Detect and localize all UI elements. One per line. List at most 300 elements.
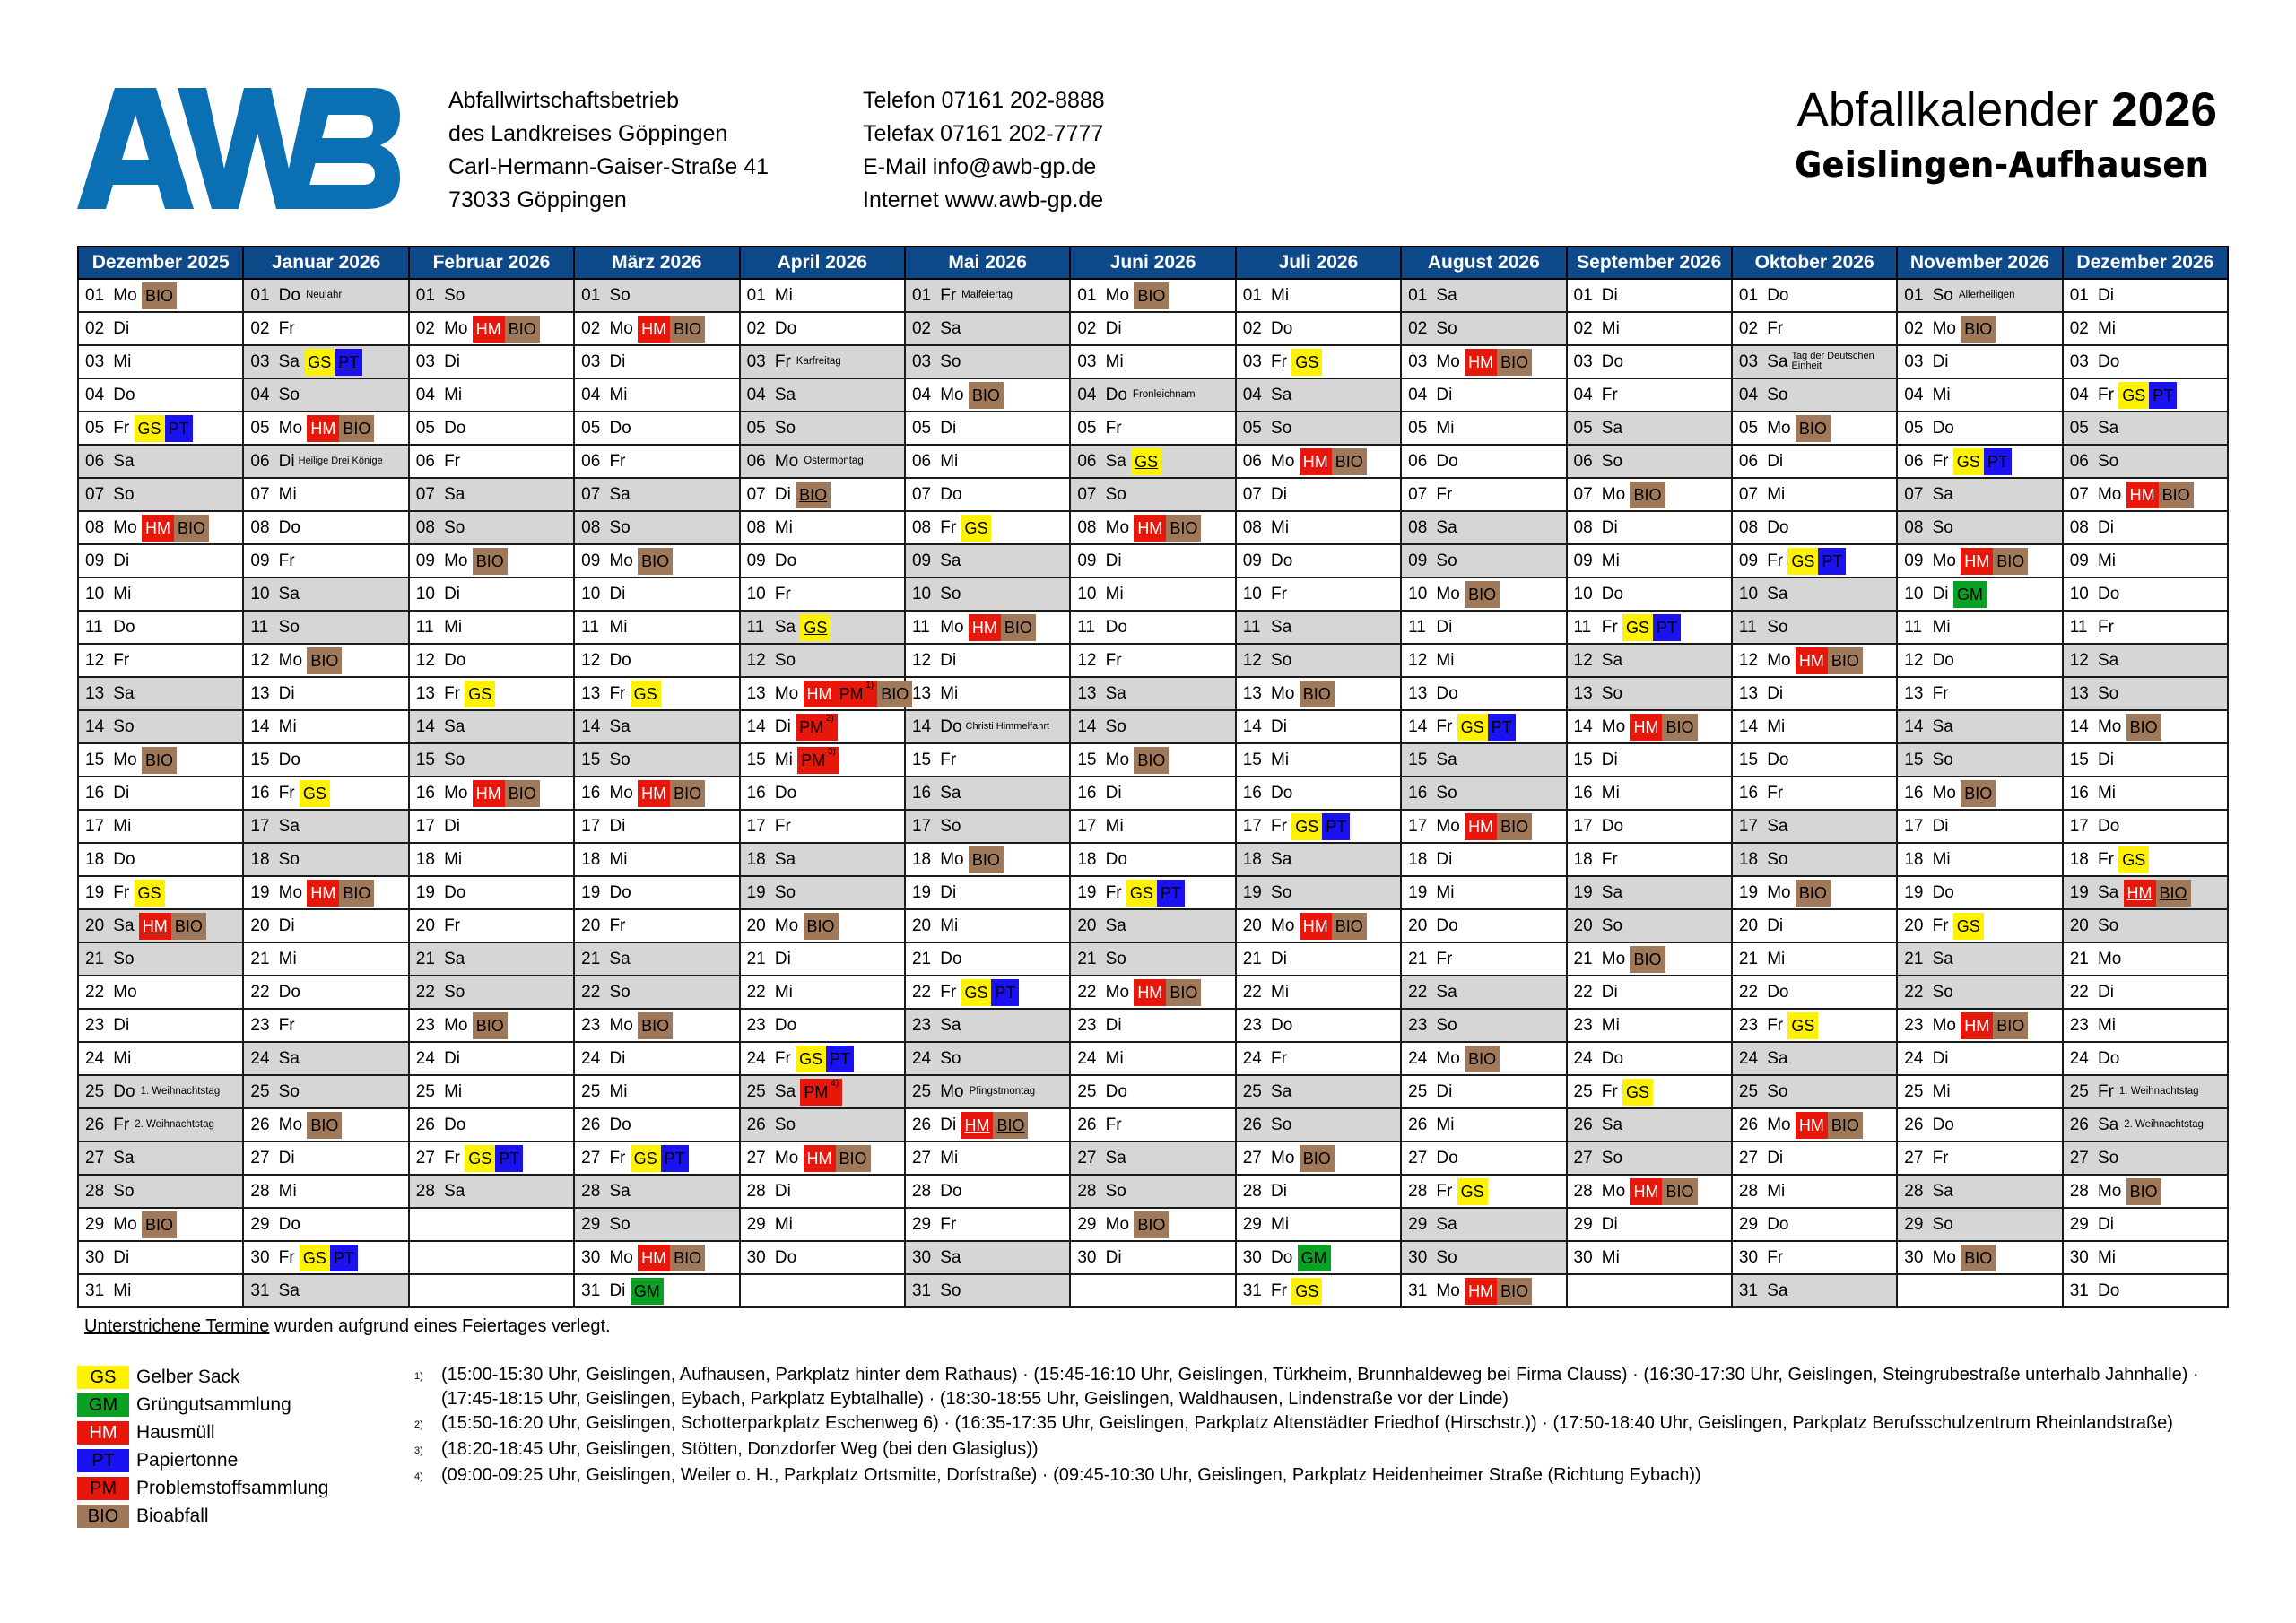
calendar-row (78, 1208, 2228, 1241)
day-number: 27 (2069, 1148, 2089, 1167)
weekday: Mi (1767, 1181, 1786, 1201)
weekday: Fr (1271, 1280, 1287, 1300)
day-number: 26 (1077, 1115, 1097, 1134)
weekday: Mo (1601, 484, 1626, 504)
weekday: Di (1767, 683, 1784, 703)
weekday: Fr (940, 517, 957, 537)
day-cell (1732, 876, 1897, 909)
day-cell (243, 810, 408, 843)
day-number: 15 (746, 750, 766, 769)
weekday: Di (609, 1280, 626, 1300)
weekday: So (444, 982, 465, 1002)
day-cell (78, 445, 243, 478)
day-cell (1897, 1141, 2062, 1175)
day-number: 16 (1408, 783, 1428, 803)
pickup-badge-hm: HM (2124, 880, 2156, 907)
website-line[interactable]: Internet www.awb-gp.de (863, 187, 1104, 213)
pickup-badge-hm: HM (1796, 1112, 1828, 1139)
day-number: 29 (1077, 1214, 1097, 1234)
day-number: 18 (911, 849, 932, 869)
day-number: 15 (911, 750, 932, 769)
weekday: Mo (1105, 517, 1130, 537)
weekday: Do (1932, 418, 1954, 438)
pickup-badge-hm: HM (2126, 482, 2159, 508)
day-cell (1567, 1108, 1732, 1141)
weekday: Mi (2097, 1015, 2117, 1035)
day-cell (409, 1141, 574, 1175)
weekday: Mo (774, 683, 799, 703)
day-cell (243, 1009, 408, 1042)
day-cell (2063, 1141, 2228, 1175)
pickup-badge-bio: BIO (638, 1012, 673, 1039)
day-cell (243, 445, 408, 478)
day-number: 09 (1738, 551, 1759, 570)
weekday: Di (1601, 1214, 1618, 1234)
day-number: 28 (1904, 1181, 1924, 1201)
weekday: Sa (444, 484, 465, 504)
day-cell (78, 743, 243, 777)
weekday: Di (1271, 949, 1287, 968)
pickup-badge-hm: HM (1630, 1178, 1662, 1205)
day-number: 20 (581, 916, 601, 935)
day-cell (1236, 544, 1401, 577)
day-number: 09 (1573, 551, 1593, 570)
day-number: 08 (1408, 517, 1428, 537)
day-cell (1732, 1042, 1897, 1075)
weekday: Mo (2097, 1181, 2122, 1201)
day-cell (78, 1175, 243, 1208)
day-number: 30 (1077, 1247, 1097, 1267)
pickup-badge-pt: PT (991, 979, 1019, 1006)
weekday: Mi (774, 1214, 793, 1234)
day-number: 21 (1904, 949, 1924, 968)
weekday: So (1436, 318, 1457, 338)
day-cell (1897, 378, 2062, 412)
month-header-row (78, 247, 2228, 279)
day-cell (78, 777, 243, 810)
weekday: Sa (1932, 484, 1953, 504)
weekday: Mo (2097, 716, 2122, 736)
day-cell (905, 345, 1070, 378)
day-cell (78, 279, 243, 312)
day-cell (740, 312, 905, 345)
day-cell (2063, 743, 2228, 777)
weekday: Di (1271, 716, 1287, 736)
weekday: So (1271, 882, 1292, 902)
day-cell (574, 710, 739, 743)
day-cell (409, 942, 574, 976)
day-number: 24 (1408, 1048, 1428, 1068)
weekday: Sa (1601, 650, 1623, 670)
day-cell (2063, 876, 2228, 909)
day-cell (905, 378, 1070, 412)
day-cell (574, 1274, 739, 1307)
day-cell (1401, 412, 1566, 445)
day-number: 27 (1904, 1148, 1924, 1167)
day-number: 15 (2069, 750, 2089, 769)
day-cell (1732, 1108, 1897, 1141)
legend-label: Grüngutsammlung (136, 1393, 291, 1415)
weekday: Di (1767, 916, 1784, 935)
day-cell (1732, 279, 1897, 312)
day-number: 20 (1077, 916, 1097, 935)
legend-item (77, 1502, 328, 1530)
holiday-label: Pfingstmontag (969, 1086, 1036, 1098)
day-number: 11 (85, 617, 103, 637)
weekday: Sa (1436, 982, 1457, 1002)
pickup-badge-bio: BIO (505, 316, 540, 343)
weekday: Do (113, 385, 135, 404)
day-cell (78, 942, 243, 976)
weekday: Mo (774, 916, 799, 935)
day-cell (243, 710, 408, 743)
weekday: Mo (940, 1081, 964, 1101)
address-block (448, 84, 769, 217)
day-cell (574, 677, 739, 710)
day-number: 25 (1573, 1081, 1593, 1101)
day-number: 03 (581, 352, 601, 371)
weekday: Mi (1271, 750, 1290, 769)
day-number: 27 (581, 1148, 601, 1167)
day-number: 27 (1077, 1148, 1097, 1167)
calendar-row (78, 976, 2228, 1009)
weekday: Fr (1767, 1015, 1784, 1035)
day-cell (1897, 445, 2062, 478)
weekday: So (113, 716, 135, 736)
day-number: 22 (746, 982, 766, 1002)
weekday: Do (1767, 1214, 1789, 1234)
weekday: Sa (278, 1048, 300, 1068)
day-cell (1401, 279, 1566, 312)
day-cell (740, 511, 905, 544)
day-cell (1070, 1175, 1235, 1208)
weekday: Mi (1601, 783, 1620, 803)
day-cell (243, 279, 408, 312)
weekday: Fr (1601, 385, 1618, 404)
weekday: Do (1767, 517, 1789, 537)
weekday: Do (774, 1015, 797, 1035)
day-number: 14 (581, 716, 601, 736)
day-number: 22 (1573, 982, 1593, 1002)
day-number: 30 (1904, 1247, 1924, 1267)
weekday: Mi (1436, 882, 1455, 902)
day-number: 22 (1077, 982, 1097, 1002)
day-number: 19 (250, 882, 270, 902)
pm-note (414, 1411, 2244, 1437)
day-number: 22 (415, 982, 435, 1002)
day-cell (1897, 777, 2062, 810)
day-number: 27 (1242, 1148, 1262, 1167)
weekday: Mo (609, 551, 633, 570)
day-cell (574, 378, 739, 412)
weekday: So (1436, 783, 1457, 803)
day-cell (243, 511, 408, 544)
day-cell (1236, 312, 1401, 345)
day-cell (1897, 843, 2062, 876)
pickup-badge-bio: BIO (1993, 548, 2028, 575)
weekday: Mi (1271, 285, 1290, 305)
pickup-badge-bio: BIO (307, 1112, 342, 1139)
day-number: 17 (1738, 816, 1759, 836)
weekday: Mi (2097, 1247, 2117, 1267)
day-cell (1567, 909, 1732, 942)
weekday: Sa (940, 783, 961, 803)
day-number: 21 (85, 949, 105, 968)
day-cell (2063, 1075, 2228, 1108)
calendar-row (78, 1141, 2228, 1175)
day-cell (1401, 810, 1566, 843)
day-cell (905, 810, 1070, 843)
day-number: 04 (250, 385, 270, 404)
day-number: 25 (415, 1081, 435, 1101)
pickup-badge-gs: GS (631, 1145, 661, 1172)
day-cell (740, 1241, 905, 1274)
day-number: 17 (1904, 816, 1924, 836)
weekday: Do (940, 1181, 962, 1201)
day-number: 27 (911, 1148, 932, 1167)
day-cell (78, 1009, 243, 1042)
holiday-label: Maifeiertag (961, 290, 1013, 301)
weekday: Mi (113, 584, 132, 603)
day-number: 06 (1738, 451, 1759, 471)
day-cell (78, 544, 243, 577)
weekday: Do (278, 285, 300, 305)
weekday: Mi (1271, 982, 1290, 1002)
weekday: Di (1932, 816, 1949, 836)
day-number: 25 (911, 1081, 932, 1101)
calendar-row (78, 743, 2228, 777)
day-cell (574, 312, 739, 345)
weekday: Sa (940, 318, 961, 338)
day-cell (1567, 1141, 1732, 1175)
day-number: 13 (1904, 683, 1924, 703)
day-number: 01 (85, 285, 105, 305)
day-number: 05 (1242, 418, 1262, 438)
weekday: So (1932, 982, 1953, 1002)
day-cell (78, 1274, 243, 1307)
pickup-badge-hm: HM (139, 913, 171, 940)
day-number: 01 (1077, 285, 1097, 305)
day-cell (2063, 976, 2228, 1009)
weekday: Mo (113, 1214, 137, 1234)
day-cell (574, 777, 739, 810)
day-number: 24 (581, 1048, 601, 1068)
email-line[interactable]: E-Mail info@awb-gp.de (863, 154, 1097, 179)
day-cell (574, 1241, 739, 1274)
weekday: Do (1767, 982, 1789, 1002)
pickup-badge-pt: PT (1488, 714, 1516, 741)
weekday: So (774, 882, 796, 902)
day-cell (574, 511, 739, 544)
day-number: 01 (2069, 285, 2089, 305)
pickup-badge-gs: GS (1131, 448, 1161, 475)
weekday: Fr (1932, 1148, 1949, 1167)
day-number: 07 (2069, 484, 2089, 504)
weekday: Mi (444, 617, 463, 637)
pickup-badge-bio: BIO (1630, 946, 1665, 973)
day-cell (409, 611, 574, 644)
day-number: 05 (911, 418, 932, 438)
weekday: Di (1932, 584, 1949, 603)
day-cell (409, 1009, 574, 1042)
weekday: Sa (444, 949, 465, 968)
day-number: 16 (1573, 783, 1593, 803)
day-number: 06 (1077, 451, 1097, 471)
weekday: Mi (609, 849, 628, 869)
weekday: Do (1601, 816, 1624, 836)
day-number: 08 (2069, 517, 2089, 537)
calendar-row (78, 445, 2228, 478)
day-cell (1070, 876, 1235, 909)
day-cell (1401, 312, 1566, 345)
weekday: Mi (1105, 584, 1124, 603)
day-number: 24 (1573, 1048, 1593, 1068)
day-cell (905, 942, 1070, 976)
day-number: 12 (1573, 650, 1593, 670)
day-number: 06 (415, 451, 435, 471)
day-cell (1897, 1175, 2062, 1208)
pickup-badge-gs: GS (961, 515, 991, 542)
weekday: Do (774, 318, 797, 338)
pickup-badge-hm: HM (638, 1245, 670, 1271)
day-cell (740, 378, 905, 412)
day-cell (1236, 1141, 1401, 1175)
weekday: Do (774, 551, 797, 570)
weekday: Mi (609, 617, 628, 637)
day-cell (1401, 611, 1566, 644)
day-number: 25 (2069, 1081, 2089, 1101)
day-number: 16 (85, 783, 105, 803)
day-cell (1070, 1208, 1235, 1241)
address-line: 73033 Göppingen (448, 187, 627, 213)
day-cell (1236, 843, 1401, 876)
day-number: 14 (1077, 716, 1097, 736)
weekday: Do (1932, 1115, 1954, 1134)
day-number: 08 (1242, 517, 1262, 537)
pickup-badge-hm: HM (638, 316, 670, 343)
day-number: 13 (250, 683, 270, 703)
day-number: 04 (1573, 385, 1593, 404)
day-cell (409, 478, 574, 511)
day-number: 03 (1904, 352, 1924, 371)
day-number: 03 (1573, 352, 1593, 371)
day-cell (740, 909, 905, 942)
day-number: 20 (1408, 916, 1428, 935)
pickup-badge-bio: BIO (836, 1145, 871, 1172)
footnote-ref: 1) (863, 680, 874, 690)
day-cell (78, 909, 243, 942)
day-cell (409, 378, 574, 412)
weekday: Sa (774, 385, 796, 404)
day-number: 04 (1077, 385, 1097, 404)
weekday: Do (1436, 683, 1458, 703)
day-cell (1897, 644, 2062, 677)
page-title (1796, 79, 2217, 142)
day-cell (1401, 1208, 1566, 1241)
day-number: 06 (1242, 451, 1262, 471)
day-cell (1567, 312, 1732, 345)
pickup-badge-gs: GS (304, 349, 335, 376)
day-number: 11 (2069, 617, 2088, 637)
day-number: 19 (1408, 882, 1428, 902)
pickup-badge-bio: BIO (670, 1245, 705, 1271)
awb-logo (77, 88, 400, 209)
day-number: 21 (746, 949, 766, 968)
weekday: So (609, 750, 631, 769)
day-number: 27 (1573, 1148, 1593, 1167)
weekday: Di (609, 584, 626, 603)
day-cell (740, 743, 905, 777)
day-cell (1732, 312, 1897, 345)
weekday: Fr (1271, 816, 1287, 836)
day-cell (2063, 1042, 2228, 1075)
pickup-badge-pt: PT (335, 349, 362, 376)
day-cell (1897, 1208, 2062, 1241)
day-number: 24 (1738, 1048, 1759, 1068)
day-cell (1236, 644, 1401, 677)
pickup-badge-bio: BIO (670, 780, 705, 807)
day-number: 12 (1408, 650, 1428, 670)
day-cell (1236, 909, 1401, 942)
day-cell (1897, 312, 2062, 345)
pickup-badge-gs: GS (465, 1145, 495, 1172)
legend (77, 1363, 328, 1530)
day-number: 18 (250, 849, 270, 869)
pickup-badge-bio: BIO (2126, 1178, 2161, 1205)
weekday: So (444, 285, 465, 305)
day-cell (1732, 478, 1897, 511)
day-number: 20 (1242, 916, 1262, 935)
day-cell (1567, 544, 1732, 577)
day-number: 02 (1242, 318, 1262, 338)
day-cell (409, 810, 574, 843)
day-number: 13 (1077, 683, 1097, 703)
day-cell (905, 843, 1070, 876)
day-cell (1236, 1042, 1401, 1075)
day-number: 25 (746, 1081, 766, 1101)
day-cell (1567, 345, 1732, 378)
day-number: 27 (250, 1148, 270, 1167)
day-cell (2063, 843, 2228, 876)
legend-item (77, 1446, 328, 1474)
pickup-badge-hm: HM (1961, 548, 1993, 575)
day-number: 07 (1904, 484, 1924, 504)
day-number: 29 (1738, 1214, 1759, 1234)
legend-label: Bioabfall (136, 1505, 209, 1526)
day-cell (740, 976, 905, 1009)
weekday: Mo (774, 1148, 799, 1167)
weekday: Sa (1271, 849, 1292, 869)
day-cell (409, 1108, 574, 1141)
day-cell (1897, 677, 2062, 710)
day-cell (905, 1141, 1070, 1175)
day-number: 17 (85, 816, 105, 836)
day-cell (78, 577, 243, 611)
weekday: Sa (444, 716, 465, 736)
weekday: Di (113, 551, 130, 570)
weekday: Sa (609, 716, 631, 736)
day-cell (409, 412, 574, 445)
day-cell (243, 743, 408, 777)
weekday: Mi (1601, 551, 1620, 570)
legend-badge: PT (77, 1449, 129, 1472)
day-number: 23 (85, 1015, 105, 1035)
day-cell (1567, 445, 1732, 478)
calendar-row (78, 611, 2228, 644)
weekday: Do (444, 882, 466, 902)
month-header: Dezember 2026 (2063, 247, 2228, 279)
pickup-badge-bio: BIO (993, 1112, 1028, 1139)
